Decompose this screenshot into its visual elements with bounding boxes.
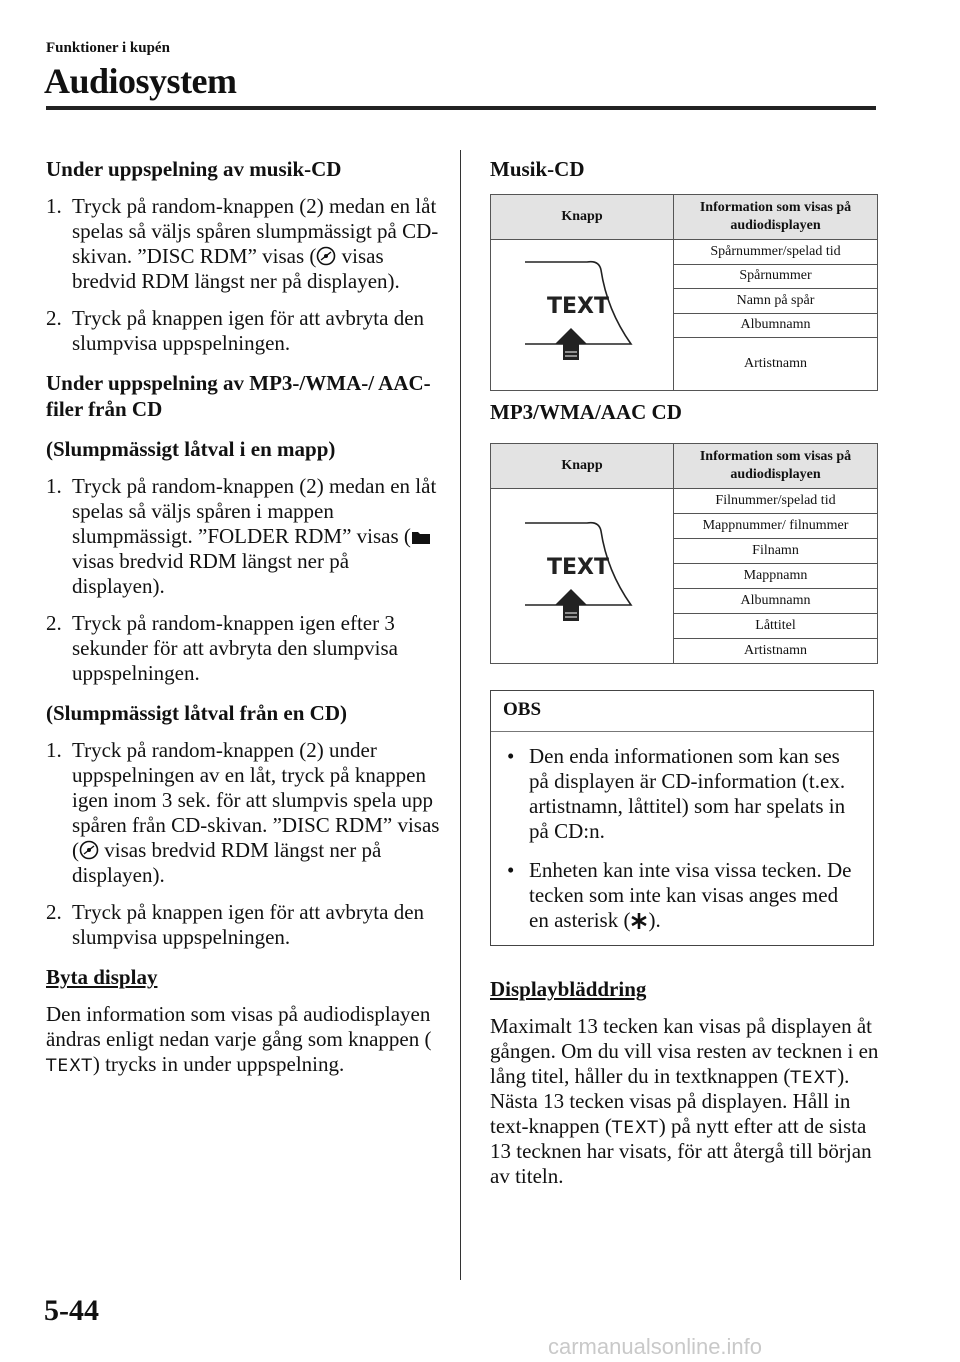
step-number: 2. <box>46 306 62 330</box>
table-cell: Filnummer/spelad tid <box>674 489 878 514</box>
table-cell: Albumnamn <box>674 313 878 338</box>
table-cell: Namn på spår <box>674 289 878 314</box>
step-text-end: visas bredvid RDM längst ner på displayen). <box>72 244 400 293</box>
header-rule <box>46 106 876 110</box>
music-cd-table <box>490 194 878 391</box>
disc-random-icon <box>79 840 99 860</box>
mp3-cd-table <box>490 443 878 664</box>
bullet-text: Den enda informationen som kan ses på displayen är CD-information (t.ex. artistnamn, låttitel) som har spelats in på CD:n. <box>529 744 846 843</box>
table-title-music-cd: Musik-CD <box>490 157 585 181</box>
step-1-folder-random <box>46 474 442 599</box>
step-number: 2. <box>46 611 62 635</box>
table-title-mp3-cd: MP3/WMA/AAC CD <box>490 400 682 424</box>
step-2-folder-cancel <box>46 611 442 686</box>
step-text: Tryck på knappen igen för att avbryta den slumpvisa uppspelningen. <box>72 306 425 355</box>
paragraph-text-end: ) trycks in under uppspelning. <box>92 1052 345 1076</box>
heading-mp3-playback: Under uppspelning av MP3-/WMA-/ AAC-filer från CD <box>46 371 431 421</box>
note-bullet <box>503 744 861 844</box>
table-cell: Spårnummer <box>674 264 878 289</box>
section-label: Funktioner i kupén <box>46 40 170 56</box>
folder-icon <box>411 528 431 546</box>
heading-folder-random: (Slumpmässigt låtval i en mapp) <box>46 437 336 461</box>
text-button-icon: TEXT <box>46 1056 93 1076</box>
right-column <box>490 156 880 1189</box>
paragraph-text-end: ) på nytt efter att de sista 13 tecknen har visats, för att återgå till början av titeln. <box>490 1114 872 1188</box>
header-button: Knapp <box>491 195 674 240</box>
disc-random-icon <box>316 246 336 266</box>
paragraph-text: ). Nästa 13 tecken visas på displayen. Håll in text-knappen ( <box>490 1064 851 1138</box>
table-row <box>491 489 878 514</box>
text-button-graphic <box>491 489 673 657</box>
watermark: carmanualsonline.info <box>548 1334 763 1359</box>
header-info: Information som visas på audiodisplayen <box>674 195 878 240</box>
paragraph-text: Maximalt 13 tecken kan visas på displayen åt gången. Om du vill visa resten av tecknen i en lång titel, håller du in textknappen ( <box>490 1014 879 1088</box>
table-cell: Filnamn <box>674 539 878 564</box>
heading-music-cd-playback: Under uppspelning av musik-CD <box>46 157 342 181</box>
step-text: Tryck på random-knappen (2) medan en låt spelas så väljs spåren slumpmässigt på CD-skivan. ”DISC RDM” visas ( <box>72 194 439 268</box>
bullet-mark: • <box>507 858 515 882</box>
step-2-cd-cancel <box>46 900 442 950</box>
page-title: Audiosystem <box>44 61 237 101</box>
step-number: 1. <box>46 194 62 218</box>
heading-change-display: Byta display <box>46 965 158 989</box>
step-text: Tryck på random-knappen (2) under uppspelningen av en låt, tryck på knappen igen inom 3 sek. för att slumpvis spela upp spåren från CD-skivan. ”DISC RDM” visas ( <box>72 738 440 862</box>
table-cell: Albumnamn <box>674 589 878 614</box>
table-cell: Mappnamn <box>674 564 878 589</box>
step-text: Tryck på knappen igen för att avbryta den slumpvisa uppspelningen. <box>72 900 425 949</box>
note-body <box>491 732 873 945</box>
change-display-paragraph <box>46 1002 442 1077</box>
text-button-icon: TEXT <box>611 1118 659 1138</box>
paragraph-text: Den information som visas på audiodisplayen ändras enligt nedan varje gång som knappen ( <box>46 1002 432 1051</box>
table-row <box>491 240 878 265</box>
step-number: 2. <box>46 900 62 924</box>
note-box <box>490 690 874 946</box>
text-button-graphic <box>491 240 673 384</box>
step-number: 1. <box>46 474 62 498</box>
header-info: Information som visas på audiodisplayen <box>674 444 878 489</box>
table-cell: Låttitel <box>674 614 878 639</box>
step-1-cd-random <box>46 738 442 888</box>
text-button-label: TEXT <box>547 294 610 319</box>
left-column <box>46 156 442 1077</box>
note-title: OBS <box>491 691 873 732</box>
heading-cd-random: (Slumpmässigt låtval från en CD) <box>46 701 348 725</box>
step-text-end: visas bredvid RDM längst ner på displayen). <box>72 549 350 598</box>
header-button: Knapp <box>491 444 674 489</box>
table-cell: Artistnamn <box>674 639 878 664</box>
table-header-row <box>491 444 878 489</box>
bullet-text: Enheten kan inte visa vissa tecken. De tecken som inte kan visas anges med en asterisk ( <box>529 858 852 932</box>
text-button-label: TEXT <box>547 555 610 580</box>
bullet-text-end: ). <box>648 908 661 932</box>
heading-display-scroll: Displaybläddring <box>490 977 647 1001</box>
bullet-mark: • <box>507 744 515 768</box>
table-header-row <box>491 195 878 240</box>
step-1-disc-random <box>46 194 442 294</box>
step-number: 1. <box>46 738 62 762</box>
asterisk-icon <box>630 912 648 930</box>
text-button-icon: TEXT <box>790 1068 838 1088</box>
display-scroll-paragraph <box>490 1014 880 1189</box>
table-cell: Mappnummer/ filnummer <box>674 514 878 539</box>
step-text: Tryck på random-knappen igen efter 3 sekunder för att avbryta den slumpvisa uppspelningen. <box>72 611 398 685</box>
step-2-cancel <box>46 306 442 356</box>
column-divider <box>460 150 461 1280</box>
table-cell: Spårnummer/spelad tid <box>674 240 878 265</box>
note-bullet <box>503 858 861 933</box>
step-text: Tryck på random-knappen (2) medan en låt spelas så väljs spåren i mappen slumpmässigt. ”FOLDER RDM” visas ( <box>72 474 437 548</box>
page-number: 5-44 <box>44 1294 99 1327</box>
table-cell: Artistnamn <box>674 338 878 391</box>
step-text-end: visas bredvid RDM längst ner på displayen). <box>72 838 382 887</box>
text-button-illustration <box>491 240 674 391</box>
text-button-illustration <box>491 489 674 664</box>
